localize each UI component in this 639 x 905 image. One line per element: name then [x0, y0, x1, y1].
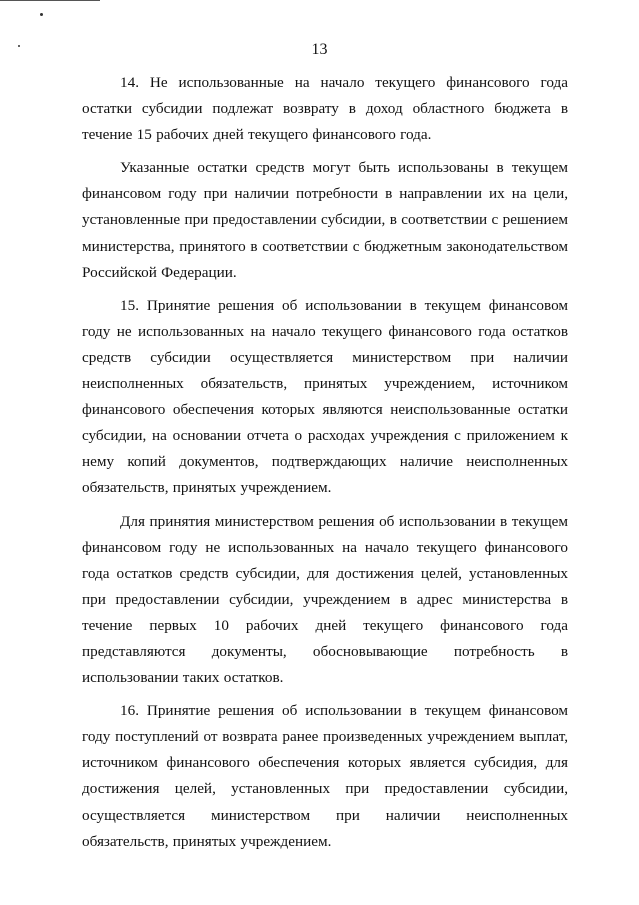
page-number: 13 [311, 41, 328, 58]
paragraph-15-continuation: Для принятия министерством решения об использовании в текущем финансовом году не использованных на начало текущего финансового года остатков средств субсидии, для достижения целей, установленных при предоставлении субсидии, учреждением в адрес министерства в течение первых 10 рабочих дней текущего финансового года представляются документы, обосновывающие потребность в использовании таких остатков. [82, 512, 568, 687]
document-body [82, 70, 568, 862]
scan-speck [40, 13, 43, 16]
scan-edge-mark [0, 0, 100, 1]
paragraph-14-continuation: Указанные остатки средств могут быть использованы в текущем финансовом году при наличии потребности в направлении их на цели, установленные при предоставлении субсидии, в соответствии с решением министерства, принятого в соответствии с бюджетным законодательством Российской Федерации. [82, 159, 568, 281]
paragraph-14: 14. Не использованные на начало текущего финансового года остатки субсидии подлежат возврату в доход областного бюджета в течение 15 рабочих дней текущего финансового года. [82, 74, 568, 144]
paragraph-15: 15. Принятие решения об использовании в текущем финансовом году не использованных на начало текущего финансового года остатков средств субсидии осуществляется министерством при наличии неисполненных обязательств, принятых учреждением, источником финансового обеспечения которых являются неиспользованные остатки субсидии, на основании отчета о расходах учреждения с приложением к нему копий документов, подтверждающих наличие неисполненных обязательств, принятых учреждением. [82, 296, 568, 497]
paragraph-16: 16. Принятие решения об использовании в текущем финансовом году поступлений от возврата ранее произведенных учреждением выплат, источником финансового обеспечения которых является субсидия, для достижения целей, установленных при предоставлении субсидии, осуществляется министерством при наличии неисполненных обязательств, принятых учреждением. [82, 702, 568, 850]
